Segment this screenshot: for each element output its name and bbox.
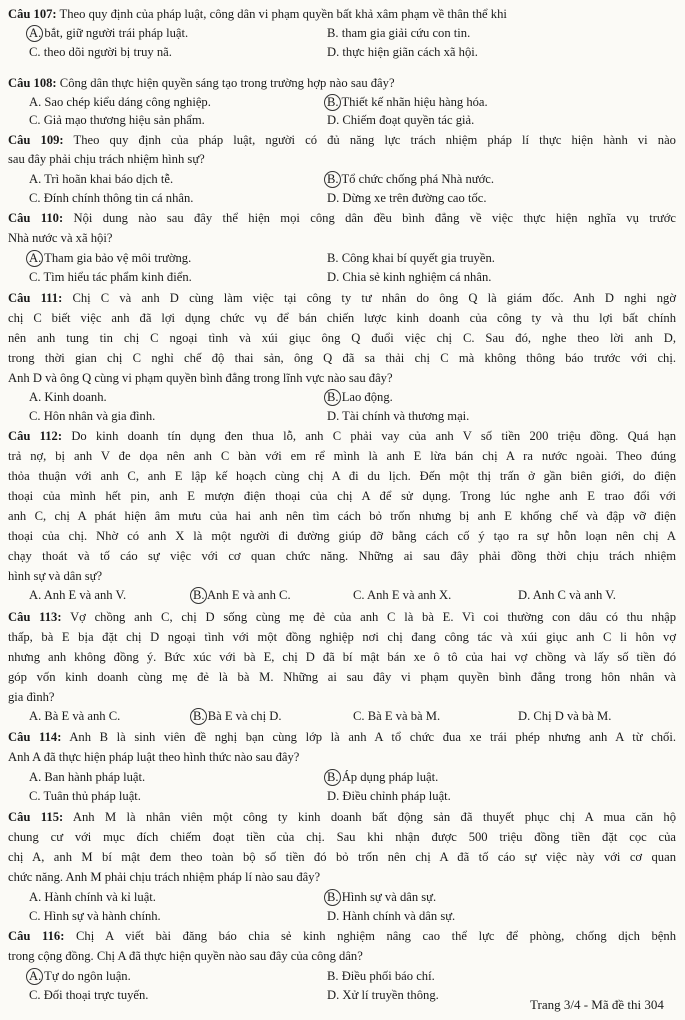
question-stem-line <box>8 548 676 565</box>
question-text: trả nợ, bị anh V đe dọa nên anh C bàn với em rể mình là anh E lừa bán chị A ra nước ngoài. Theo đúng <box>8 449 676 463</box>
question-text: gia đình? <box>8 690 55 704</box>
question-text: thỏa thuận với anh C, anh E lập kế hoạch cùng chị A đi du lịch. Đến một thị trấn ở gần biên giới, do điện <box>8 469 676 483</box>
question-stem-line <box>8 508 676 525</box>
answer-option-B[interactable]: B. Hình sự và dân sự. <box>327 889 436 906</box>
question-stem-line <box>8 428 676 445</box>
answer-mark-circle <box>190 587 207 604</box>
question-text: anh C, chị A phát hiện âm mưu của hai anh nên tìm cách bỏ trốn nhưng bị anh E khống chế và đập vỡ điện <box>8 509 676 523</box>
answer-option-D[interactable]: D. Tài chính và thương mại. <box>327 409 470 423</box>
question-label: Câu 116: <box>8 929 65 943</box>
question-stem-line <box>8 210 676 227</box>
question-label: Câu 111: <box>8 291 63 305</box>
answer-option-C[interactable]: C. theo dõi người bị truy nã. <box>29 45 172 59</box>
answer-option-A[interactable]: A. Anh E và anh V. <box>29 588 127 602</box>
answer-mark-circle <box>190 708 207 725</box>
answer-option-B[interactable]: B. Điều phối báo chí. <box>327 969 435 983</box>
question-text: sau đây phải chịu trách nhiệm hình sự? <box>8 152 205 166</box>
answer-mark-circle <box>26 250 43 267</box>
answer-option-D[interactable]: D. Dừng xe trên đường cao tốc. <box>327 191 487 205</box>
answer-option-C[interactable]: C. Anh E và anh X. <box>353 588 452 602</box>
question-text: trong thời gian chị C nghỉ chế độ thai sản, ông Q đã sa thải chị C mà không thông báo trước với chị. <box>8 351 676 365</box>
question-label: Câu 115: <box>8 810 64 824</box>
question-stem-line <box>8 290 676 307</box>
question-text: chị A, anh M bí mật đem theo toàn bộ số tiền đó bỏ trốn nên chị A đã tố cáo sự việc này với cơ quan <box>8 850 676 864</box>
answer-mark-circle <box>324 94 341 111</box>
question-text: Theo quy định của pháp luật, công dân vi phạm quyền bất khả xâm phạm về thân thể khi <box>56 7 507 21</box>
question-text: chạy thoát và tố cáo sự việc với cơ quan chức năng. Những ai sau đây phải đồng thời chịu trách nhiệm <box>8 549 676 563</box>
answer-option-B[interactable]: B. Anh E và anh C. <box>193 587 291 604</box>
question-stem-line <box>8 132 676 149</box>
question-stem-line <box>8 350 676 367</box>
answer-mark-circle <box>26 968 43 985</box>
question-stem-line <box>8 809 676 826</box>
question-text: Vợ chồng anh C, chị D sống cùng mẹ đẻ của anh C là bà E. Vì coi thường con dâu có thu nhập <box>61 610 677 624</box>
answer-mark-circle <box>324 389 341 406</box>
question-text: thoại của mình hết pin, anh E mượn điện thoại của chị A để sử dụng. Trong lúc nghe anh E trao đổi với <box>8 489 676 503</box>
answer-option-B[interactable]: B. Bà E và chị D. <box>193 708 282 725</box>
question-stem-line <box>8 448 676 465</box>
question-text: chung cư với mục đích chiếm đoạt tiền của chị. Sau khi nhận được 500 triệu đồng tiền đặt cọc của <box>8 830 676 844</box>
answer-option-A[interactable]: A. Kinh doanh. <box>29 390 107 404</box>
question-text: Theo quy định của pháp luật, người có đủ năng lực trách nhiệm pháp lí thực hiện hành vi nào <box>63 133 676 147</box>
question-text: hình sự và dân sự? <box>8 569 103 583</box>
question-stem-line <box>8 609 676 626</box>
answer-option-D[interactable]: D. Điều chỉnh pháp luật. <box>327 789 451 803</box>
answer-option-A[interactable]: A. Bà E và anh C. <box>29 709 121 723</box>
answer-mark-circle <box>324 889 341 906</box>
page-footer: Trang 3/4 - Mã đề thi 304 <box>530 997 664 1012</box>
question-stem-line <box>8 75 395 92</box>
answer-option-A[interactable]: A. Sao chép kiểu dáng công nghiệp. <box>29 95 211 109</box>
question-stem-line <box>8 568 102 585</box>
answer-option-A[interactable]: A. Trì hoãn khai báo dịch tễ. <box>29 172 174 186</box>
question-text: chị C biết việc anh đã lợi dụng chức vụ để bán chiến lược kinh doanh của công ty và thu lợi bất chính <box>8 311 676 325</box>
question-stem-line <box>8 928 676 945</box>
question-stem-line <box>8 230 112 247</box>
question-label: Câu 114: <box>8 730 62 744</box>
question-stem-line <box>8 849 676 866</box>
answer-option-A[interactable]: A. bắt, giữ người trái pháp luật. <box>29 25 188 42</box>
question-text: Chị C và anh D cùng làm việc tại công ty tư nhân do ông Q là giám đốc. Anh D nghi ngờ <box>62 291 676 305</box>
question-stem-line <box>8 729 676 746</box>
answer-mark-circle <box>324 171 341 188</box>
answer-option-C[interactable]: C. Hình sự và hành chính. <box>29 909 161 923</box>
question-stem-line <box>8 370 393 387</box>
question-text: thoại của chị. Nhờ có anh X là một người đi đường giúp đỡ bằng cách cố ý tạo ra sự hỗn loạn nên chị A <box>8 529 676 543</box>
answer-option-B[interactable]: B. tham gia giải cứu con tin. <box>327 26 471 40</box>
question-text: Do kinh doanh tín dụng đen thua lỗ, anh C phải vay của anh V số tiền 200 triệu đồng. Quá hạn <box>62 429 677 443</box>
question-text: góp vốn kinh doanh cùng mẹ đẻ là bà M. Những ai sau đây vi phạm quyền bình đẳng trong hôn nhân và <box>8 670 676 684</box>
answer-option-C[interactable]: C. Đính chính thông tin cá nhân. <box>29 191 194 205</box>
question-text: Công dân thực hiện quyền sáng tạo trong trường hợp nào sau đây? <box>56 76 395 90</box>
question-label: Câu 108: <box>8 76 57 90</box>
question-text: Nội dung nào sau đây thể hiện mọi công dân đều bình đẳng về việc thực hiện nghĩa vụ trước <box>63 211 676 225</box>
question-text: Anh D và ông Q cùng vi phạm quyền bình đẳng trong lĩnh vực nào sau đây? <box>8 371 393 385</box>
question-stem-line <box>8 468 676 485</box>
answer-option-D[interactable]: D. thực hiện giãn cách xã hội. <box>327 45 478 59</box>
answer-option-A[interactable]: A. Tham gia bảo vệ môi trường. <box>29 250 191 267</box>
question-stem-line <box>8 948 363 965</box>
answer-option-A[interactable]: A. Tự do ngôn luận. <box>29 968 131 985</box>
answer-option-D[interactable]: D. Chị D và bà M. <box>518 709 612 723</box>
answer-option-D[interactable]: D. Chia sẻ kinh nghiệm cá nhân. <box>327 270 492 284</box>
question-text: nên anh tung tin chị C ngoại tình và xúi giục ông Q đuổi việc chị C. Sau đó, nghe theo lời anh D, <box>8 331 676 345</box>
question-label: Câu 112: <box>8 429 63 443</box>
question-stem-line <box>8 528 676 545</box>
answer-mark-circle <box>324 769 341 786</box>
question-text: Anh B là sinh viên đề nghị bạn cùng lớp là anh A tổ chức đua xe trái phép nhưng anh A từ chối. <box>61 730 676 744</box>
question-stem-line <box>8 330 676 347</box>
answer-option-B[interactable]: B. Thiết kế nhãn hiệu hàng hóa. <box>327 94 488 111</box>
answer-option-C[interactable]: C. Giả mạo thương hiệu sản phẩm. <box>29 113 205 127</box>
question-label: Câu 113: <box>8 610 62 624</box>
answer-option-B[interactable]: B. Lao động. <box>327 389 393 406</box>
answer-option-A[interactable]: A. Hành chính và kỉ luật. <box>29 890 156 904</box>
answer-option-D[interactable]: D. Chiếm đoạt quyền tác giả. <box>327 113 475 127</box>
question-text: trong cộng đồng. Chị A đã thực hiện quyền nào sau đây của công dân? <box>8 949 363 963</box>
answer-option-C[interactable]: C. Bà E và bà M. <box>353 709 441 723</box>
answer-option-B[interactable]: B. Áp dụng pháp luật. <box>327 769 438 786</box>
question-stem-line <box>8 488 676 505</box>
question-text: Nhà nước và xã hội? <box>8 231 113 245</box>
answer-option-D[interactable]: D. Anh C và anh V. <box>518 588 616 602</box>
answer-option-D[interactable]: D. Xử lí truyền thông. <box>327 988 439 1002</box>
question-stem-line <box>8 669 676 686</box>
answer-option-B[interactable]: B. Tổ chức chống phá Nhà nước. <box>327 171 494 188</box>
question-stem-line <box>8 689 55 706</box>
question-stem-line <box>8 869 320 886</box>
question-label: Câu 107: <box>8 7 57 21</box>
question-stem-line <box>8 6 507 23</box>
question-label: Câu 109: <box>8 133 64 147</box>
question-text: Anh M là nhân viên một công ty kinh doanh bất động sản đã thuyết phục chị A mua căn hộ <box>63 810 676 824</box>
question-stem-line <box>8 749 299 766</box>
answer-option-D[interactable]: D. Hành chính và dân sự. <box>327 909 456 923</box>
question-stem-line <box>8 829 676 846</box>
question-label: Câu 110: <box>8 211 64 225</box>
question-text: Anh A đã thực hiện pháp luật theo hình thức nào sau đây? <box>8 750 300 764</box>
answer-option-C[interactable]: C. Tuân thủ pháp luật. <box>29 789 141 803</box>
question-text: Chị A viết bài đăng báo chia sẻ kinh nghiệm nâng cao thể lực để phòng, chống dịch bệnh <box>64 929 676 943</box>
answer-mark-circle <box>26 25 43 42</box>
question-stem-line <box>8 629 676 646</box>
question-text: nhưng anh không đồng ý. Bức xúc với bà E, chị D đã bí mật bán xe ô tô của hai vợ chồng và lấy số tiền đó <box>8 650 676 664</box>
answer-option-C[interactable]: C. Tìm hiểu tác phẩm kinh điển. <box>29 270 192 284</box>
question-text: thấp, bà E bịa đặt chị D ngoại tình với một đồng nghiệp nơi chị đang công tác và xúi giục anh C li hôn vợ <box>8 630 676 644</box>
question-stem-line <box>8 310 676 327</box>
question-text: chức năng. Anh M phải chịu trách nhiệm pháp lí nào sau đây? <box>8 870 321 884</box>
question-stem-line <box>8 649 676 666</box>
answer-option-C[interactable]: C. Đối thoại trực tuyến. <box>29 988 149 1002</box>
answer-option-B[interactable]: B. Công khai bí quyết gia truyền. <box>327 251 495 265</box>
answer-option-A[interactable]: A. Ban hành pháp luật. <box>29 770 146 784</box>
answer-option-C[interactable]: C. Hôn nhân và gia đình. <box>29 409 156 423</box>
question-stem-line <box>8 151 205 168</box>
